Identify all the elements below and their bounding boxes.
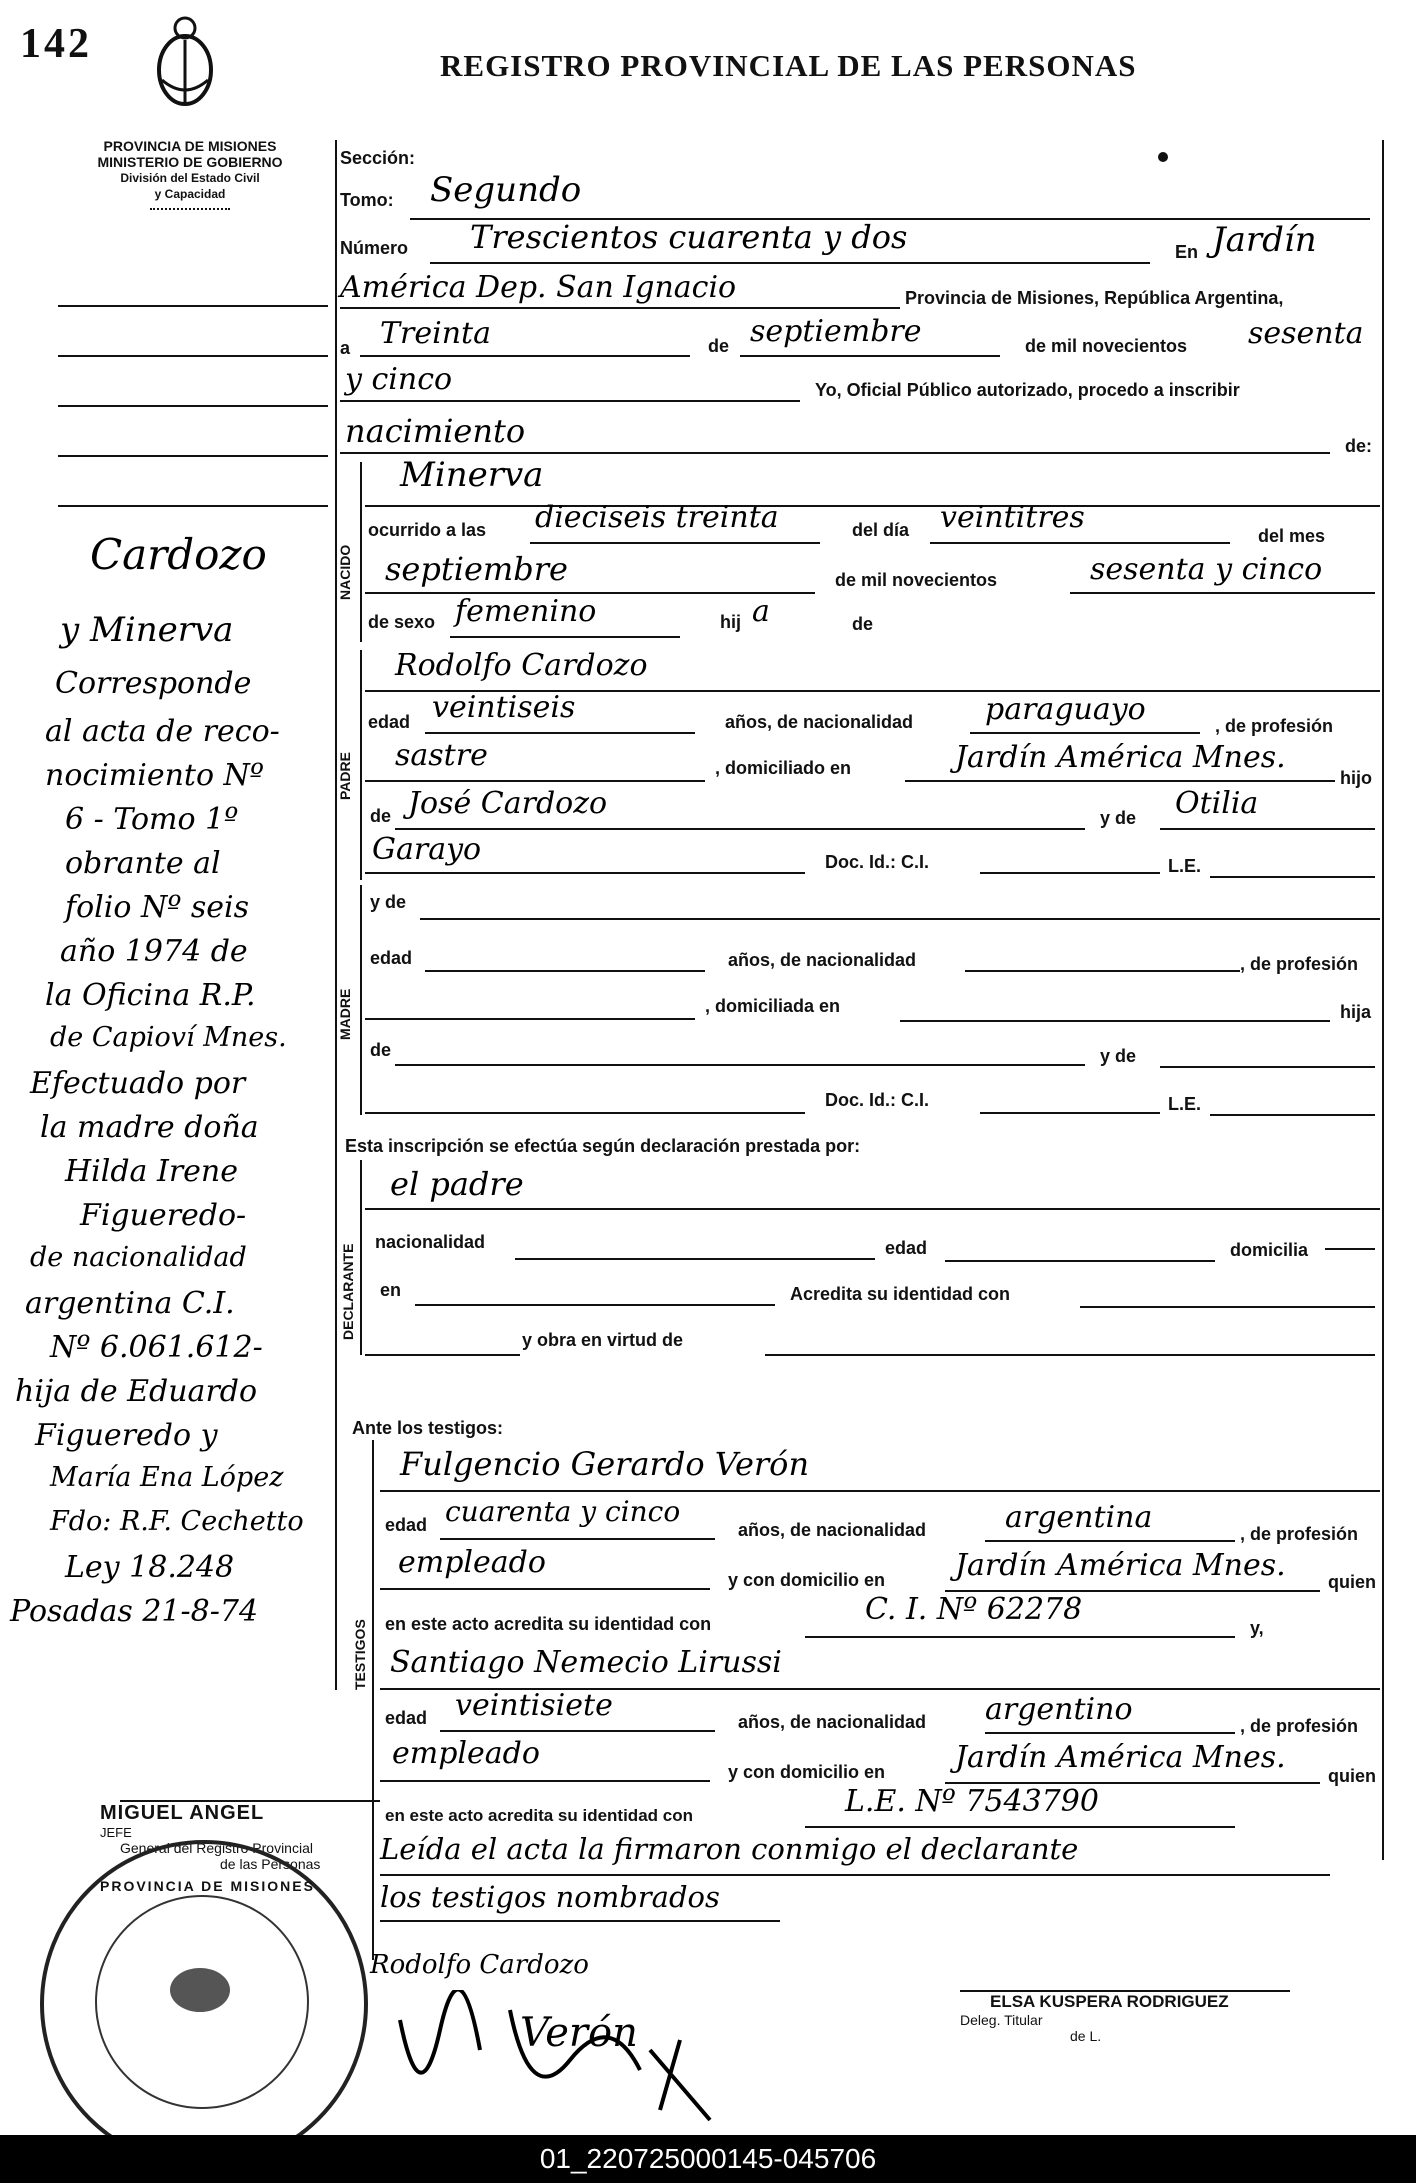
value-t1-dom: Jardín América Mnes. bbox=[955, 1548, 1286, 1583]
label-le: L.E. bbox=[1168, 856, 1202, 876]
label-de-colon: de: bbox=[1345, 436, 1372, 456]
label-t2-anios-nac: años, de nacionalidad bbox=[738, 1712, 927, 1732]
label-del-dia: del día bbox=[852, 520, 910, 540]
label-del-mes: del mes bbox=[1258, 526, 1326, 546]
label-t2-profesion: , de profesión bbox=[1240, 1716, 1359, 1736]
label-t1-profesion: , de profesión bbox=[1240, 1524, 1359, 1544]
value-leida2: los testigos nombrados bbox=[380, 1880, 720, 1914]
header-left: PROVINCIA DE MISIONES MINISTERIO DE GOBIERNO División del Estado Civil y Capacidad bbox=[40, 138, 340, 210]
label-de3: de bbox=[370, 806, 392, 826]
value-mes-nac: septiembre bbox=[385, 550, 568, 588]
label-anios-nac-madre: años, de nacionalidad bbox=[728, 950, 917, 970]
margin-note: Cardozo y Minerva Corresponde al acta de reco- nocimiento Nº 6 - Tomo 1º obrante al folio Nº seis año 1974 de la Oficina R.P. de Capioví Mnes. Efectuado por la madre doña Hilda Irene Figueredo- de nacionalidad argentina C.I. Nº 6.061.612- hija de Eduardo Figueredo y María Ena López Fdo: R.F. Cechetto Ley 18.248 Posadas 21-8-74 bbox=[10, 530, 304, 1629]
main-right-border bbox=[1382, 140, 1384, 1860]
label-oficial: Yo, Oficial Público autorizado, procedo a inscribir bbox=[815, 380, 1240, 400]
label-hija: hija bbox=[1340, 1002, 1372, 1022]
value-t2-nac: argentino bbox=[985, 1692, 1133, 1727]
official-left-signature bbox=[120, 1760, 380, 1802]
value-lugar2: América Dep. San Ignacio bbox=[340, 270, 737, 305]
label-edad2: edad bbox=[885, 1238, 928, 1258]
main-left-border bbox=[335, 140, 337, 1690]
value-padre-nombre: Rodolfo Cardozo bbox=[395, 648, 648, 683]
side-label-padre: PADRE bbox=[337, 752, 353, 800]
label-obra: y obra en virtud de bbox=[522, 1330, 684, 1350]
value-nombre: Minerva bbox=[400, 455, 544, 495]
label-en: En bbox=[1175, 242, 1199, 262]
label-y-de2: y de bbox=[370, 892, 407, 912]
label-de: de bbox=[708, 336, 730, 356]
label-doc-madre: Doc. Id.: C.I. bbox=[825, 1090, 930, 1110]
label-en2: en bbox=[380, 1280, 402, 1300]
value-t1-edad: cuarenta y cinco bbox=[445, 1495, 681, 1528]
official-right-signature bbox=[960, 1980, 1290, 1992]
label-t2-quien: quien bbox=[1328, 1766, 1376, 1786]
label-tomo: Tomo: bbox=[340, 190, 394, 210]
value-t2-dom: Jardín América Mnes. bbox=[955, 1740, 1286, 1775]
label-y-de-madre: y de bbox=[1100, 1046, 1137, 1066]
value-t1-doc: C. I. Nº 62278 bbox=[865, 1592, 1083, 1627]
side-label-nacido: NACIDO bbox=[337, 544, 353, 600]
label-testigos: Ante los testigos: bbox=[352, 1418, 504, 1438]
official-left: MIGUEL ANGEL JEFE General del Registro Provincial de las Personas bbox=[60, 1760, 380, 1872]
value-t1-nac: argentina bbox=[1005, 1500, 1153, 1535]
value-abuela2: Garayo bbox=[372, 832, 482, 867]
value-mes: septiembre bbox=[750, 314, 922, 349]
label-a: a bbox=[340, 338, 351, 358]
label-hijo: hijo bbox=[1340, 768, 1372, 788]
label-t1-edad: edad bbox=[385, 1515, 428, 1535]
stamp-text: PROVINCIA DE MISIONES bbox=[100, 1878, 315, 1894]
document-title: REGISTRO PROVINCIAL DE LAS PERSONAS bbox=[440, 48, 1137, 83]
label-acredita: Acredita su identidad con bbox=[790, 1284, 1011, 1304]
stamp-center-icon bbox=[165, 1960, 235, 2020]
value-t2-prof: empleado bbox=[392, 1736, 540, 1771]
footer-id: 01_220725000145-045706 bbox=[0, 2135, 1416, 2183]
label-edad-madre: edad bbox=[370, 948, 413, 968]
value-t1-prof: empleado bbox=[398, 1545, 546, 1580]
value-padre-dom: Jardín América Mnes. bbox=[955, 740, 1286, 775]
value-anio2: y cinco bbox=[345, 362, 453, 397]
value-leida1: Leída el acta la firmaron conmigo el declarante bbox=[380, 1832, 1079, 1866]
value-padre-edad: veintiseis bbox=[432, 690, 576, 725]
label-edad: edad bbox=[368, 712, 411, 732]
label-de2: de bbox=[852, 614, 874, 634]
value-dia: Treinta bbox=[380, 316, 491, 351]
label-hij: hij bbox=[720, 612, 741, 632]
label-t1-acto: en este acto acredita su identidad con bbox=[385, 1614, 712, 1634]
page-number: 142 bbox=[20, 21, 92, 67]
value-t2-doc: L.E. Nº 7543790 bbox=[845, 1784, 1099, 1819]
label-y-comma: y, bbox=[1250, 1618, 1264, 1638]
value-numero: Trescientos cuarenta y dos bbox=[470, 218, 908, 256]
official-right: ELSA KUSPERA RODRIGUEZ Deleg. Titular de L. bbox=[960, 1980, 1300, 2044]
label-le-madre: L.E. bbox=[1168, 1094, 1202, 1114]
label-t2-edad: edad bbox=[385, 1708, 428, 1728]
label-provincia: Provincia de Misiones, República Argentina, bbox=[905, 288, 1284, 308]
value-tomo: Segundo bbox=[430, 170, 582, 210]
value-abuela1: Otilia bbox=[1175, 786, 1259, 821]
side-label-madre: MADRE bbox=[337, 988, 353, 1040]
value-t2-edad: veintisiete bbox=[455, 1688, 613, 1723]
value-abuelo: José Cardozo bbox=[408, 786, 608, 821]
value-hora: dieciseis treinta bbox=[535, 500, 779, 535]
value-dia-nac: veintitres bbox=[940, 500, 1085, 535]
signature-testigo: Verón bbox=[520, 2010, 638, 2056]
value-hij-suffix: a bbox=[752, 594, 770, 629]
label-numero: Número bbox=[340, 238, 409, 258]
label-nacionalidad: nacionalidad bbox=[375, 1232, 486, 1252]
label-seccion: Sección: bbox=[340, 148, 416, 168]
label-domiciliada: , domiciliada en bbox=[705, 996, 841, 1016]
label-domiciliado: , domiciliado en bbox=[715, 758, 852, 778]
label-sexo: de sexo bbox=[368, 612, 436, 632]
label-de-madre: de bbox=[370, 1040, 392, 1060]
label-anios-nac: años, de nacionalidad bbox=[725, 712, 914, 732]
label-de-profesion-madre: , de profesión bbox=[1240, 954, 1359, 974]
side-label-declarante: DECLARANTE bbox=[340, 1243, 356, 1340]
signature-scribble bbox=[390, 1990, 730, 2130]
label-domicilia: domicilia bbox=[1230, 1240, 1309, 1260]
label-t2-domicilio: y con domicilio en bbox=[728, 1762, 886, 1782]
dot-mark bbox=[1158, 152, 1168, 162]
value-lugar1: Jardín bbox=[1212, 220, 1317, 260]
label-y-de: y de bbox=[1100, 808, 1137, 828]
label-de-mil: de mil novecientos bbox=[1025, 336, 1188, 356]
label-ocurrido: ocurrido a las bbox=[368, 520, 487, 540]
value-sexo: femenino bbox=[455, 594, 597, 629]
value-testigo2: Santiago Nemecio Lirussi bbox=[390, 1645, 782, 1680]
label-t1-domicilio: y con domicilio en bbox=[728, 1570, 886, 1590]
value-testigo1: Fulgencio Gerardo Verón bbox=[400, 1445, 810, 1483]
label-inscripcion: Esta inscripción se efectúa según declaración prestada por: bbox=[345, 1136, 861, 1156]
label-de-profesion: , de profesión bbox=[1215, 716, 1334, 736]
value-acto: nacimiento bbox=[345, 412, 526, 450]
label-t1-quien: quien bbox=[1328, 1572, 1376, 1592]
label-t2-acto: en este acto acredita su identidad con bbox=[385, 1806, 693, 1825]
label-doc: Doc. Id.: C.I. bbox=[825, 852, 930, 872]
value-padre-nac: paraguayo bbox=[985, 692, 1146, 727]
value-padre-prof: sastre bbox=[395, 738, 488, 773]
label-de-mil2: de mil novecientos bbox=[835, 570, 998, 590]
signature-padre: Rodolfo Cardozo bbox=[370, 1950, 589, 1980]
value-anio-nac: sesenta y cinco bbox=[1090, 552, 1323, 587]
value-declarante: el padre bbox=[390, 1165, 524, 1203]
value-anio1: sesenta bbox=[1248, 316, 1364, 351]
coat-of-arms-icon bbox=[150, 10, 220, 120]
label-t1-anios-nac: años, de nacionalidad bbox=[738, 1520, 927, 1540]
side-label-testigos: TESTIGOS bbox=[352, 1619, 368, 1690]
